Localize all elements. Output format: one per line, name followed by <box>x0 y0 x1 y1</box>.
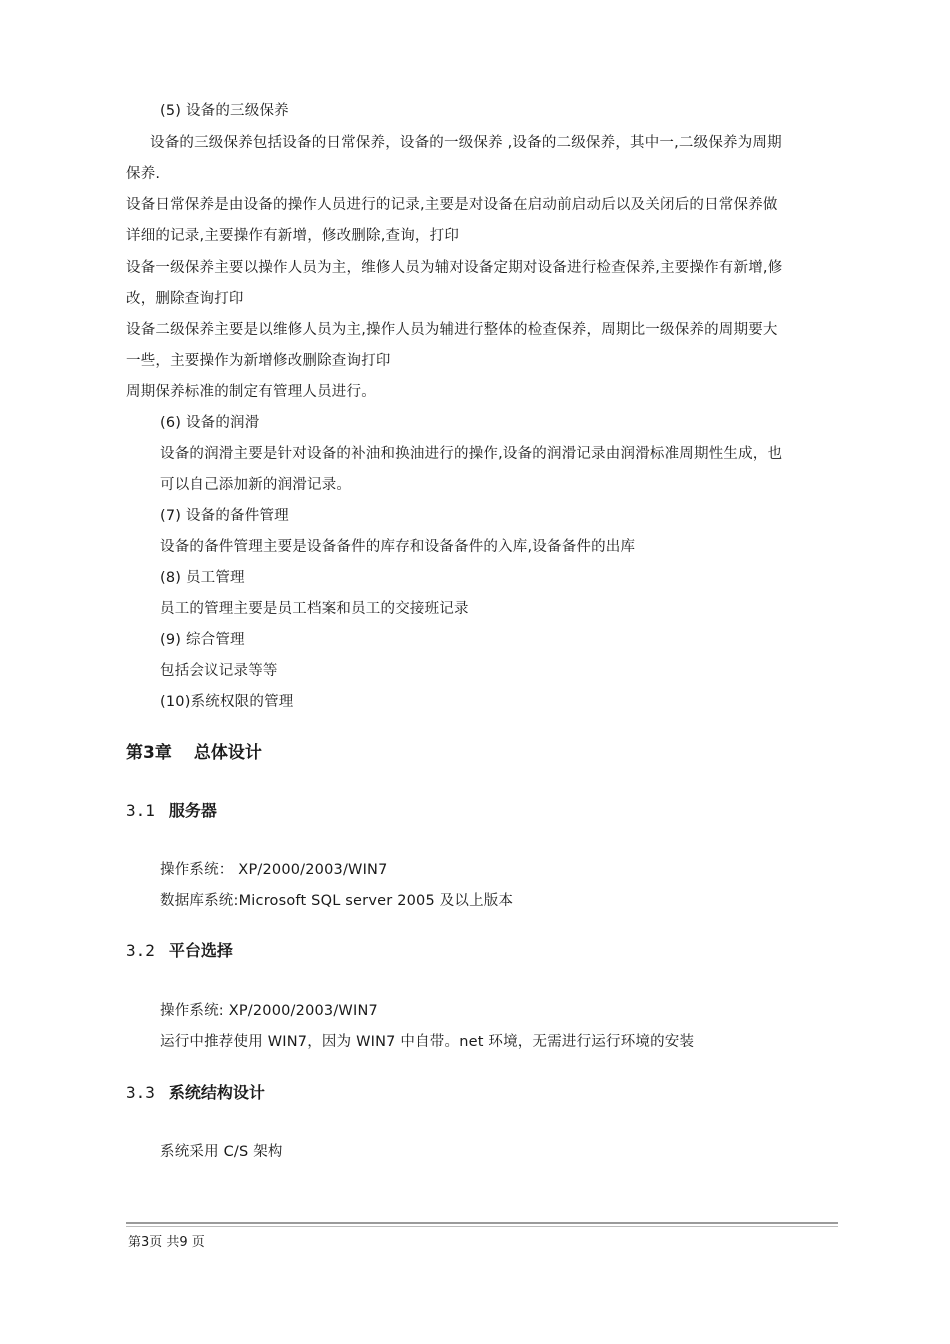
paragraph-line: 包括会议记录等等 <box>160 663 278 679</box>
page-number: 第3页 共9 页 <box>128 1235 205 1250</box>
item-9-title: (9) 综合管理 <box>160 632 245 648</box>
section-number: 3.3 <box>126 1083 155 1102</box>
paragraph-line: 保养. <box>126 166 161 182</box>
paragraph-line: 设备的三级保养包括设备的日常保养，设备的一级保养 ,设备的二级保养，其中一,二级保养为周期 <box>150 135 782 151</box>
paragraph-line: 改，删除查询打印 <box>126 291 244 307</box>
section-heading-3-3 <box>126 1082 265 1104</box>
chapter-number: 第3章 <box>126 743 172 763</box>
item-10-title: (10)系统权限的管理 <box>160 694 294 710</box>
paragraph-line: 设备日常保养是由设备的操作人员进行的记录,主要是对设备在启动前启动后以及关闭后的日常保养做 <box>126 197 778 213</box>
paragraph-line: 一些，主要操作为新增修改删除查询打印 <box>126 353 391 369</box>
paragraph-line: 设备一级保养主要以操作人员为主，维修人员为辅对设备定期对设备进行检查保养,主要操作有新增,修 <box>126 260 783 276</box>
section-number: 3.1 <box>126 801 155 820</box>
item-6-title: (6) 设备的润滑 <box>160 415 260 431</box>
section-number: 3.2 <box>126 941 155 960</box>
paragraph-line: 设备二级保养主要是以维修人员为主,操作人员为辅进行整体的检查保养，周期比一级保养的周期要大 <box>126 322 778 338</box>
paragraph-line: 详细的记录,主要操作有新增，修改删除,查询，打印 <box>126 228 460 244</box>
footer-divider <box>126 1222 838 1224</box>
footer-divider-thin <box>126 1226 838 1227</box>
section-heading-3-2 <box>126 940 233 962</box>
chapter-title: 总体设计 <box>193 743 262 763</box>
paragraph-line: 系统采用 C/S 架构 <box>160 1144 283 1160</box>
section-title: 系统结构设计 <box>168 1083 265 1102</box>
paragraph-line: 数据库系统:Microsoft SQL server 2005 及以上版本 <box>160 893 514 909</box>
item-5-title: (5) 设备的三级保养 <box>160 103 289 119</box>
paragraph-line: 周期保养标准的制定有管理人员进行。 <box>126 384 376 400</box>
item-8-title: (8) 员工管理 <box>160 570 245 586</box>
paragraph-line: 设备的润滑主要是针对设备的补油和换油进行的操作,设备的润滑记录由润滑标准周期性生成，也 <box>160 446 783 462</box>
section-heading-3-1 <box>126 800 217 822</box>
paragraph-line: 设备的备件管理主要是设备备件的库存和设备备件的入库,设备备件的出库 <box>160 539 636 555</box>
item-7-title: (7) 设备的备件管理 <box>160 508 289 524</box>
section-title: 平台选择 <box>168 941 233 960</box>
paragraph-line: 操作系统: XP/2000/2003/WIN7 <box>160 1003 378 1019</box>
paragraph-line: 运行中推荐使用 WIN7，因为 WIN7 中自带。net 环境，无需进行运行环境的安装 <box>160 1034 695 1050</box>
paragraph-line: 可以自己添加新的润滑记录。 <box>160 477 352 493</box>
section-title: 服务器 <box>168 801 217 820</box>
paragraph-line: 员工的管理主要是员工档案和员工的交接班记录 <box>160 601 469 617</box>
paragraph-line: 操作系统： XP/2000/2003/WIN7 <box>160 862 388 878</box>
chapter-heading <box>126 741 262 765</box>
